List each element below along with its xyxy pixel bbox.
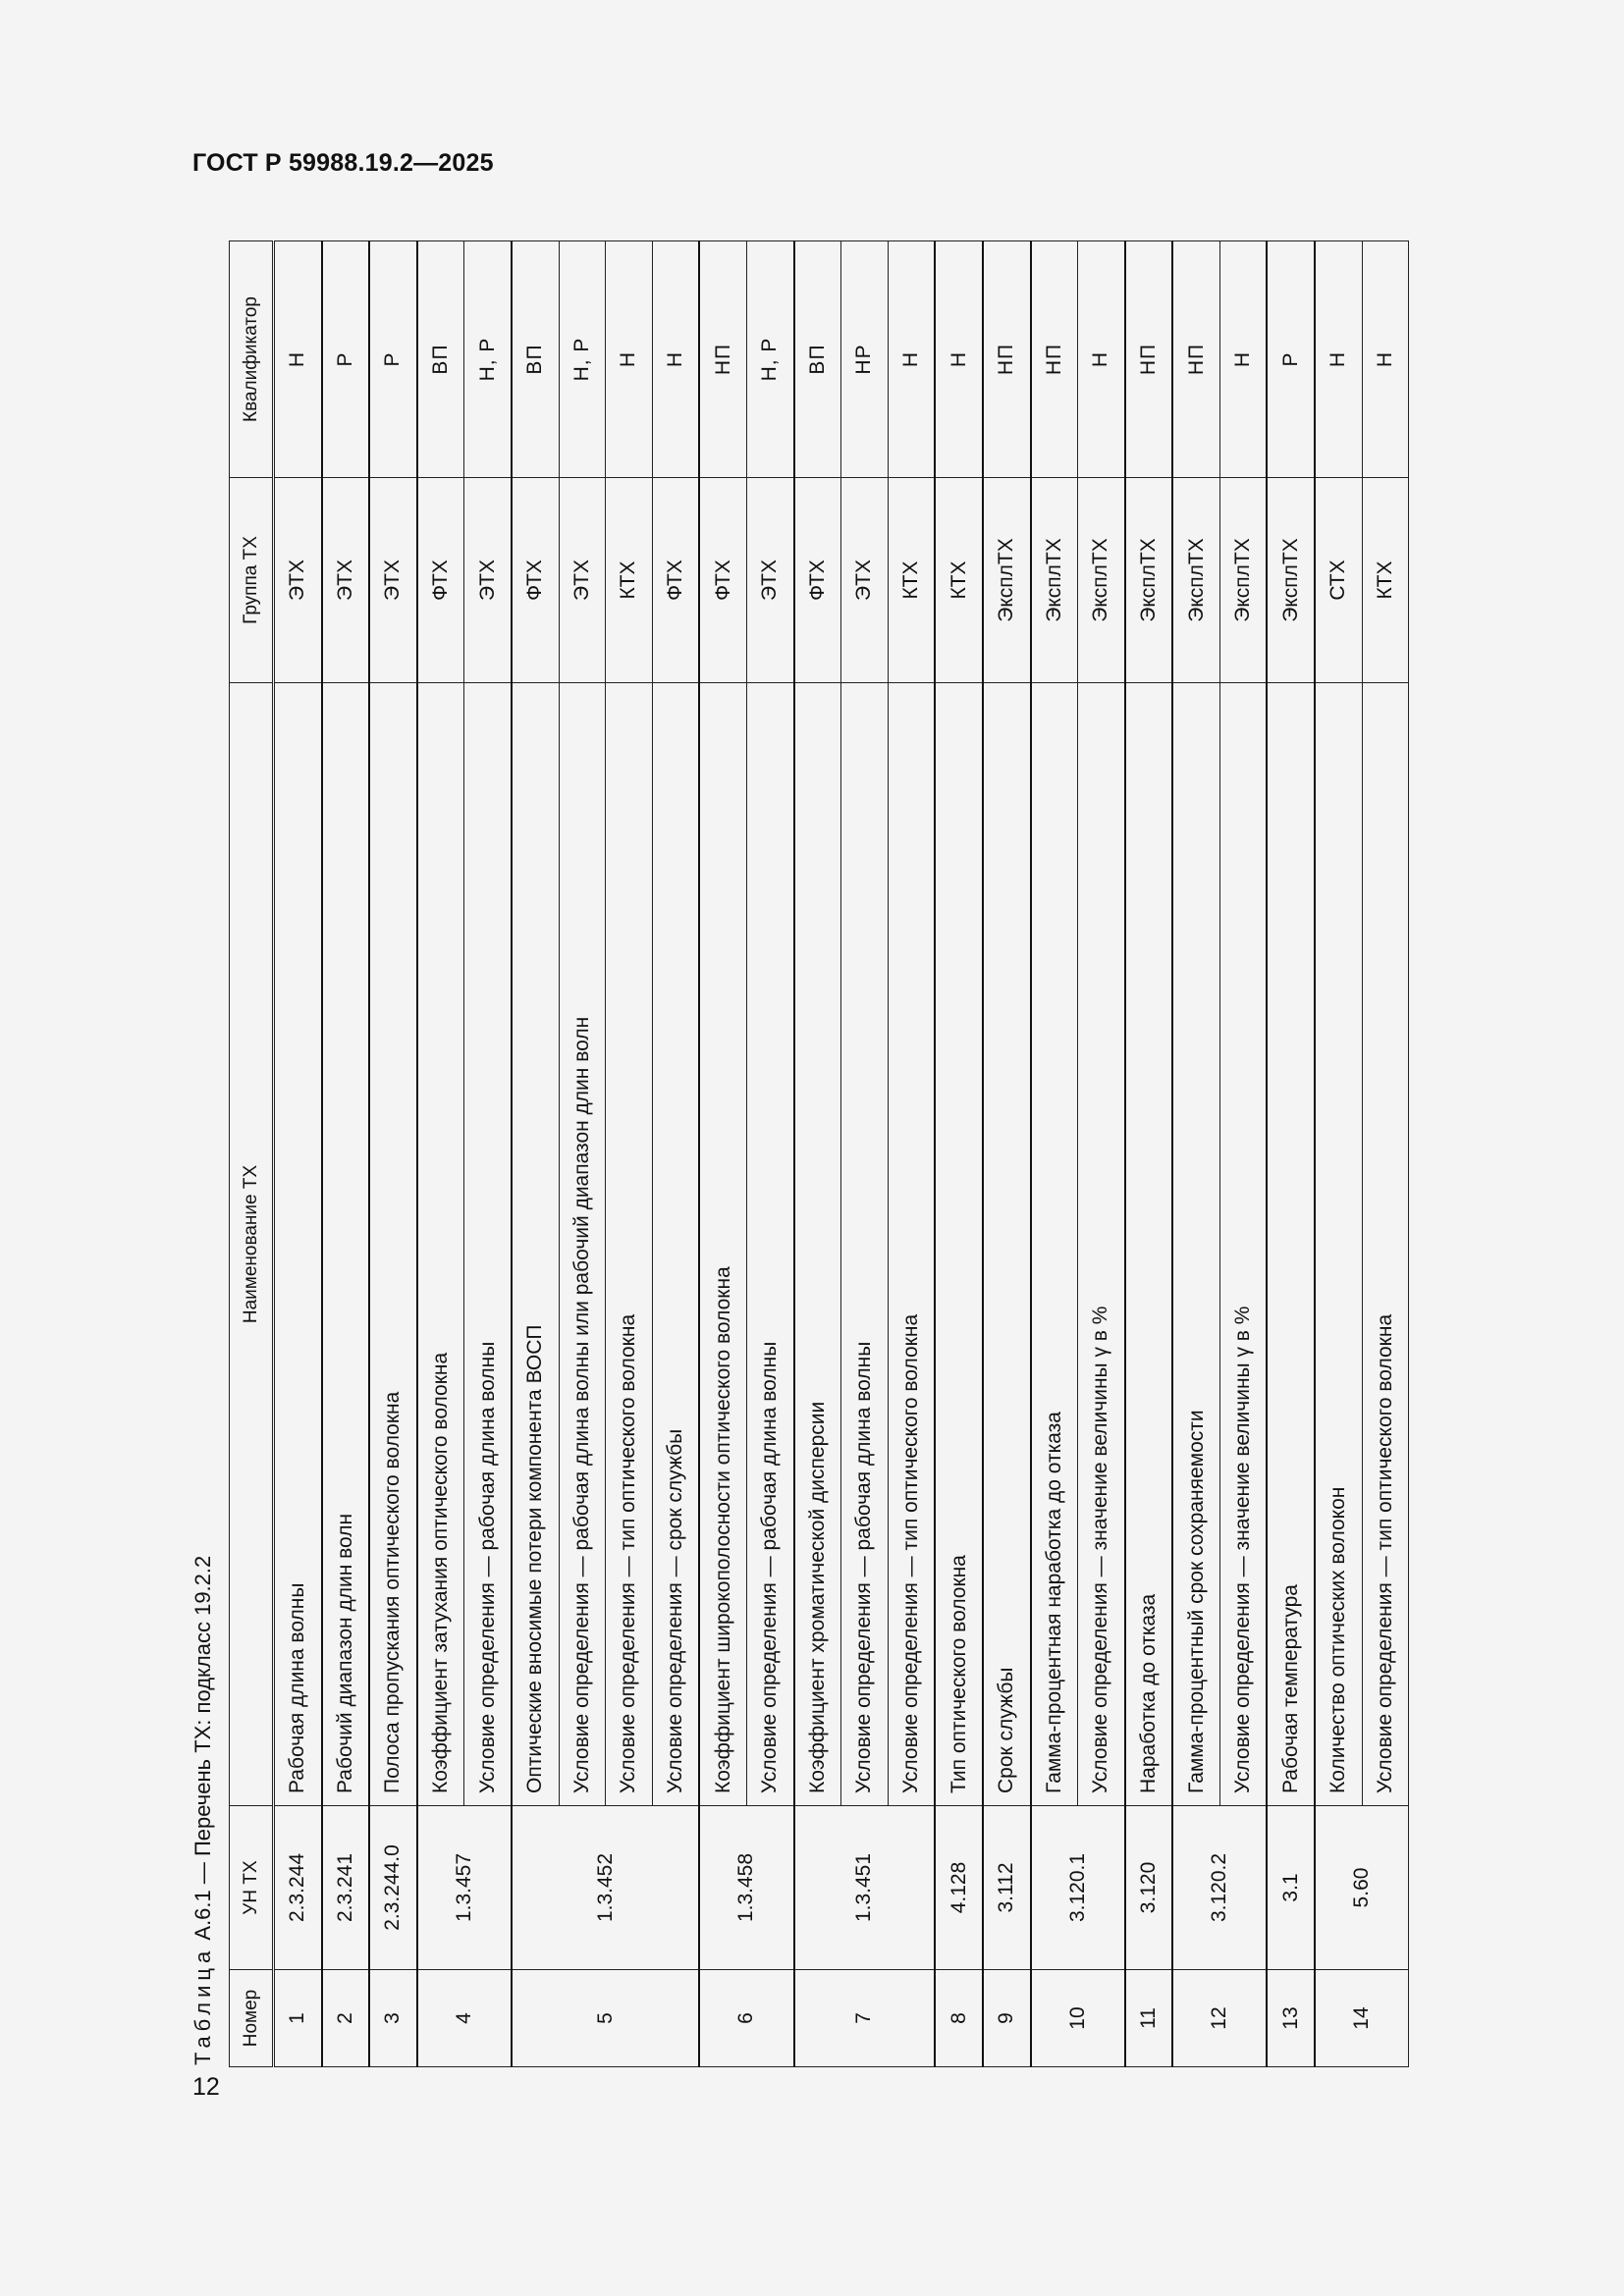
col-header-un: УН ТХ: [230, 1806, 274, 1970]
table-header-row: [230, 241, 274, 2067]
rotated-table-block: [178, 241, 1410, 2067]
cell-un: 2.3.241: [322, 1806, 370, 1970]
cell-number: 1: [274, 1970, 322, 2067]
cell-group: ЭксплТХ: [1172, 478, 1219, 683]
table-row: [606, 241, 653, 2067]
cell-un: 3.120.1: [1031, 1806, 1125, 1970]
cell-group: КТХ: [1362, 478, 1409, 683]
cell-qualifier: НР: [841, 241, 889, 478]
table-row: [1315, 241, 1362, 2067]
cell-un: 2.3.244.0: [369, 1806, 417, 1970]
caption-text: А.6.1 — Перечень ТХ: подкласс 19.2.2: [190, 1555, 215, 1941]
cell-name: Гамма-процентный срок сохраняемости: [1172, 683, 1219, 1806]
cell-un: 4.128: [935, 1806, 983, 1970]
cell-number: 8: [935, 1970, 983, 2067]
cell-group: ФТХ: [699, 478, 746, 683]
cell-qualifier: Н: [606, 241, 653, 478]
cell-un: 3.1: [1267, 1806, 1315, 1970]
cell-qualifier: Н: [1362, 241, 1409, 478]
table-row: [464, 241, 512, 2067]
col-header-number: Номер: [230, 1970, 274, 2067]
cell-qualifier: Р: [1267, 241, 1315, 478]
cell-qualifier: Н: [935, 241, 983, 478]
cell-un: 3.120: [1125, 1806, 1173, 1970]
cell-qualifier: ВП: [794, 241, 841, 478]
cell-number: 4: [417, 1970, 512, 2067]
table-row: [512, 241, 559, 2067]
cell-name: Условие определения — рабочая длина волны: [841, 683, 889, 1806]
cell-number: 12: [1172, 1970, 1267, 2067]
cell-name: Оптические вносимые потери компонента ВОСП: [512, 683, 559, 1806]
cell-name: Коэффициент хроматической дисперсии: [794, 683, 841, 1806]
cell-group: ЭТХ: [369, 478, 417, 683]
cell-qualifier: Н: [1315, 241, 1362, 478]
table-row: [559, 241, 606, 2067]
cell-qualifier: Н, Р: [464, 241, 512, 478]
table-row: [794, 241, 841, 2067]
cell-name: Рабочая длина волны: [274, 683, 322, 1806]
cell-un: 1.3.458: [699, 1806, 793, 1970]
cell-group: ЭксплТХ: [1031, 478, 1078, 683]
col-header-group: Группа ТХ: [230, 478, 274, 683]
cell-qualifier: Р: [322, 241, 370, 478]
cell-group: ФТХ: [417, 478, 464, 683]
cell-number: 6: [699, 1970, 793, 2067]
table-row: [1172, 241, 1219, 2067]
table-row: [1125, 241, 1173, 2067]
page-number: 12: [192, 2073, 220, 2101]
document-header: ГОСТ Р 59988.19.2—2025: [192, 149, 494, 177]
cell-number: 7: [794, 1970, 936, 2067]
cell-name: Условие определения — тип оптического волокна: [1362, 683, 1409, 1806]
cell-name: Коэффициент затухания оптического волокна: [417, 683, 464, 1806]
cell-number: 14: [1315, 1970, 1409, 2067]
cell-name: Условие определения — срок службы: [652, 683, 699, 1806]
cell-group: ЭксплТХ: [1078, 478, 1125, 683]
cell-group: КТХ: [606, 478, 653, 683]
cell-qualifier: НП: [699, 241, 746, 478]
cell-name: Условие определения — рабочая длина волны: [746, 683, 793, 1806]
cell-group: СТХ: [1315, 478, 1362, 683]
cell-group: ЭТХ: [841, 478, 889, 683]
cell-un: 1.3.452: [512, 1806, 699, 1970]
cell-qualifier: Н, Р: [559, 241, 606, 478]
cell-group: КТХ: [935, 478, 983, 683]
table-row: [274, 241, 322, 2067]
cell-qualifier: НП: [1031, 241, 1078, 478]
cell-qualifier: ВП: [512, 241, 559, 478]
table-body: [274, 241, 1409, 2067]
cell-number: 13: [1267, 1970, 1315, 2067]
table-row: [652, 241, 699, 2067]
table-row: [1267, 241, 1315, 2067]
cell-un: 3.112: [983, 1806, 1031, 1970]
table-row: [1031, 241, 1078, 2067]
cell-number: 9: [983, 1970, 1031, 2067]
cell-qualifier: Н, Р: [746, 241, 793, 478]
cell-un: 2.3.244: [274, 1806, 322, 1970]
cell-group: ЭксплТХ: [983, 478, 1031, 683]
cell-group: ЭксплТХ: [1219, 478, 1267, 683]
cell-name: Условие определения — рабочая длина волны или рабочий диапазон длин волн: [559, 683, 606, 1806]
table-row: [935, 241, 983, 2067]
cell-qualifier: Н: [652, 241, 699, 478]
cell-number: 3: [369, 1970, 417, 2067]
cell-name: Тип оптического волокна: [935, 683, 983, 1806]
col-header-name: Наименование ТХ: [230, 683, 274, 1806]
cell-name: Количество оптических волокон: [1315, 683, 1362, 1806]
table-row: [699, 241, 746, 2067]
cell-name: Наработка до отказа: [1125, 683, 1173, 1806]
cell-un: 5.60: [1315, 1806, 1409, 1970]
table-row: [746, 241, 793, 2067]
table-row: [888, 241, 935, 2067]
table-row: [369, 241, 417, 2067]
cell-group: ЭТХ: [559, 478, 606, 683]
cell-group: ЭксплТХ: [1125, 478, 1173, 683]
table-caption: [178, 241, 229, 2067]
cell-name: Гамма-процентная наработка до отказа: [1031, 683, 1078, 1806]
table-row: [1219, 241, 1267, 2067]
cell-name: Условие определения — значение величины γ в %: [1078, 683, 1125, 1806]
cell-group: ФТХ: [794, 478, 841, 683]
table-row: [983, 241, 1031, 2067]
cell-group: ЭТХ: [322, 478, 370, 683]
cell-group: ЭТХ: [274, 478, 322, 683]
cell-qualifier: НП: [1172, 241, 1219, 478]
cell-name: Срок службы: [983, 683, 1031, 1806]
col-header-qualifier: Квалификатор: [230, 241, 274, 478]
cell-group: ЭксплТХ: [1267, 478, 1315, 683]
cell-name: Коэффициент широкополосности оптического волокна: [699, 683, 746, 1806]
cell-name: Условие определения — рабочая длина волны: [464, 683, 512, 1806]
cell-qualifier: Н: [274, 241, 322, 478]
cell-group: ЭТХ: [746, 478, 793, 683]
cell-name: Полоса пропускания оптического волокна: [369, 683, 417, 1806]
table-row: [417, 241, 464, 2067]
cell-qualifier: ВП: [417, 241, 464, 478]
cell-qualifier: НП: [1125, 241, 1173, 478]
cell-group: КТХ: [888, 478, 935, 683]
characteristics-table: [229, 240, 1409, 2067]
cell-name: Рабочий диапазон длин волн: [322, 683, 370, 1806]
cell-qualifier: Н: [888, 241, 935, 478]
cell-qualifier: Н: [1078, 241, 1125, 478]
cell-group: ФТХ: [652, 478, 699, 683]
cell-qualifier: НП: [983, 241, 1031, 478]
table-row: [1362, 241, 1409, 2067]
cell-qualifier: Н: [1219, 241, 1267, 478]
cell-name: Условие определения — тип оптического волокна: [888, 683, 935, 1806]
cell-qualifier: Р: [369, 241, 417, 478]
cell-group: ФТХ: [512, 478, 559, 683]
cell-number: 5: [512, 1970, 699, 2067]
cell-name: Рабочая температура: [1267, 683, 1315, 1806]
table-row: [841, 241, 889, 2067]
cell-name: Условие определения — тип оптического волокна: [606, 683, 653, 1806]
table-row: [322, 241, 370, 2067]
cell-un: 1.3.451: [794, 1806, 936, 1970]
cell-name: Условие определения — значение величины γ в %: [1219, 683, 1267, 1806]
cell-group: ЭТХ: [464, 478, 512, 683]
cell-number: 10: [1031, 1970, 1125, 2067]
table-row: [1078, 241, 1125, 2067]
cell-un: 1.3.457: [417, 1806, 512, 1970]
cell-number: 2: [322, 1970, 370, 2067]
cell-un: 3.120.2: [1172, 1806, 1267, 1970]
caption-prefix: Таблица: [190, 1946, 215, 2065]
cell-number: 11: [1125, 1970, 1173, 2067]
